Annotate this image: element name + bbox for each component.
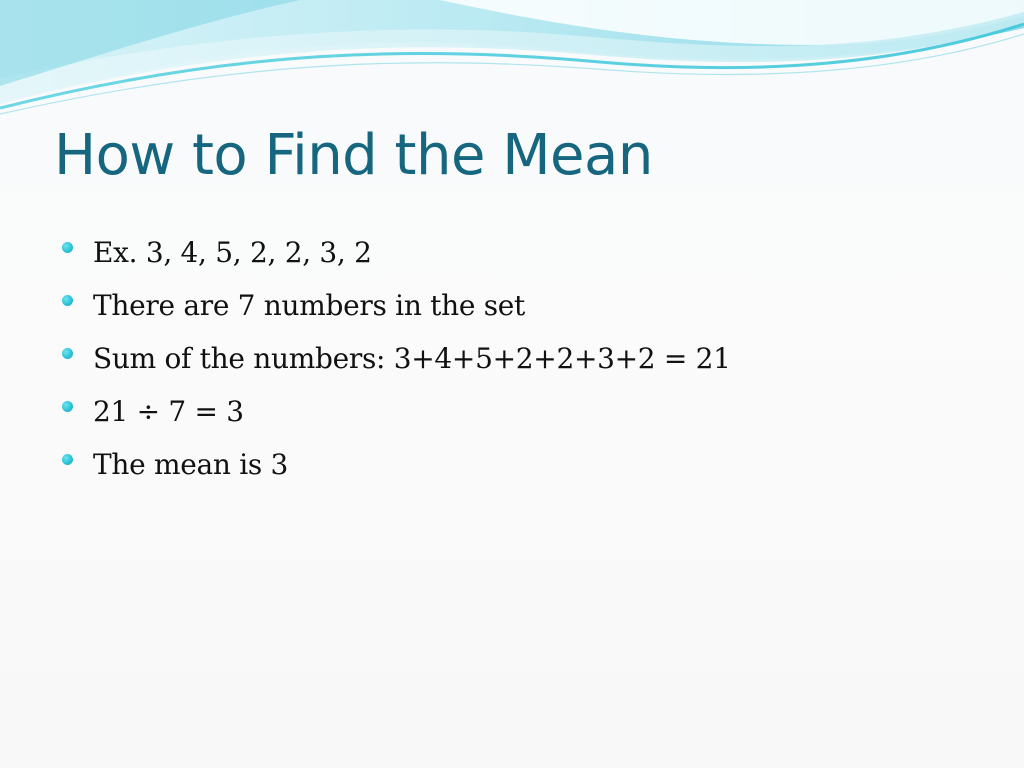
bullet-dot-icon — [62, 454, 73, 465]
bullet-text: Sum of the numbers: 3+4+5+2+2+3+2 = 21 — [93, 342, 731, 375]
bullet-list — [62, 226, 731, 491]
bullet-text: Ex. 3, 4, 5, 2, 2, 3, 2 — [93, 236, 372, 269]
list-item — [62, 438, 731, 491]
bullet-dot-icon — [62, 348, 73, 359]
bullet-dot-icon — [62, 295, 73, 306]
list-item — [62, 332, 731, 385]
bullet-dot-icon — [62, 242, 73, 253]
bullet-text: The mean is 3 — [93, 448, 289, 481]
bullet-dot-icon — [62, 401, 73, 412]
list-item — [62, 385, 731, 438]
list-item — [62, 226, 731, 279]
bullet-text: There are 7 numbers in the set — [93, 289, 526, 322]
decorative-wave-header — [0, 0, 1024, 140]
list-item — [62, 279, 731, 332]
bullet-text: 21 ÷ 7 = 3 — [93, 395, 244, 428]
slide-title: How to Find the Mean — [54, 123, 653, 188]
